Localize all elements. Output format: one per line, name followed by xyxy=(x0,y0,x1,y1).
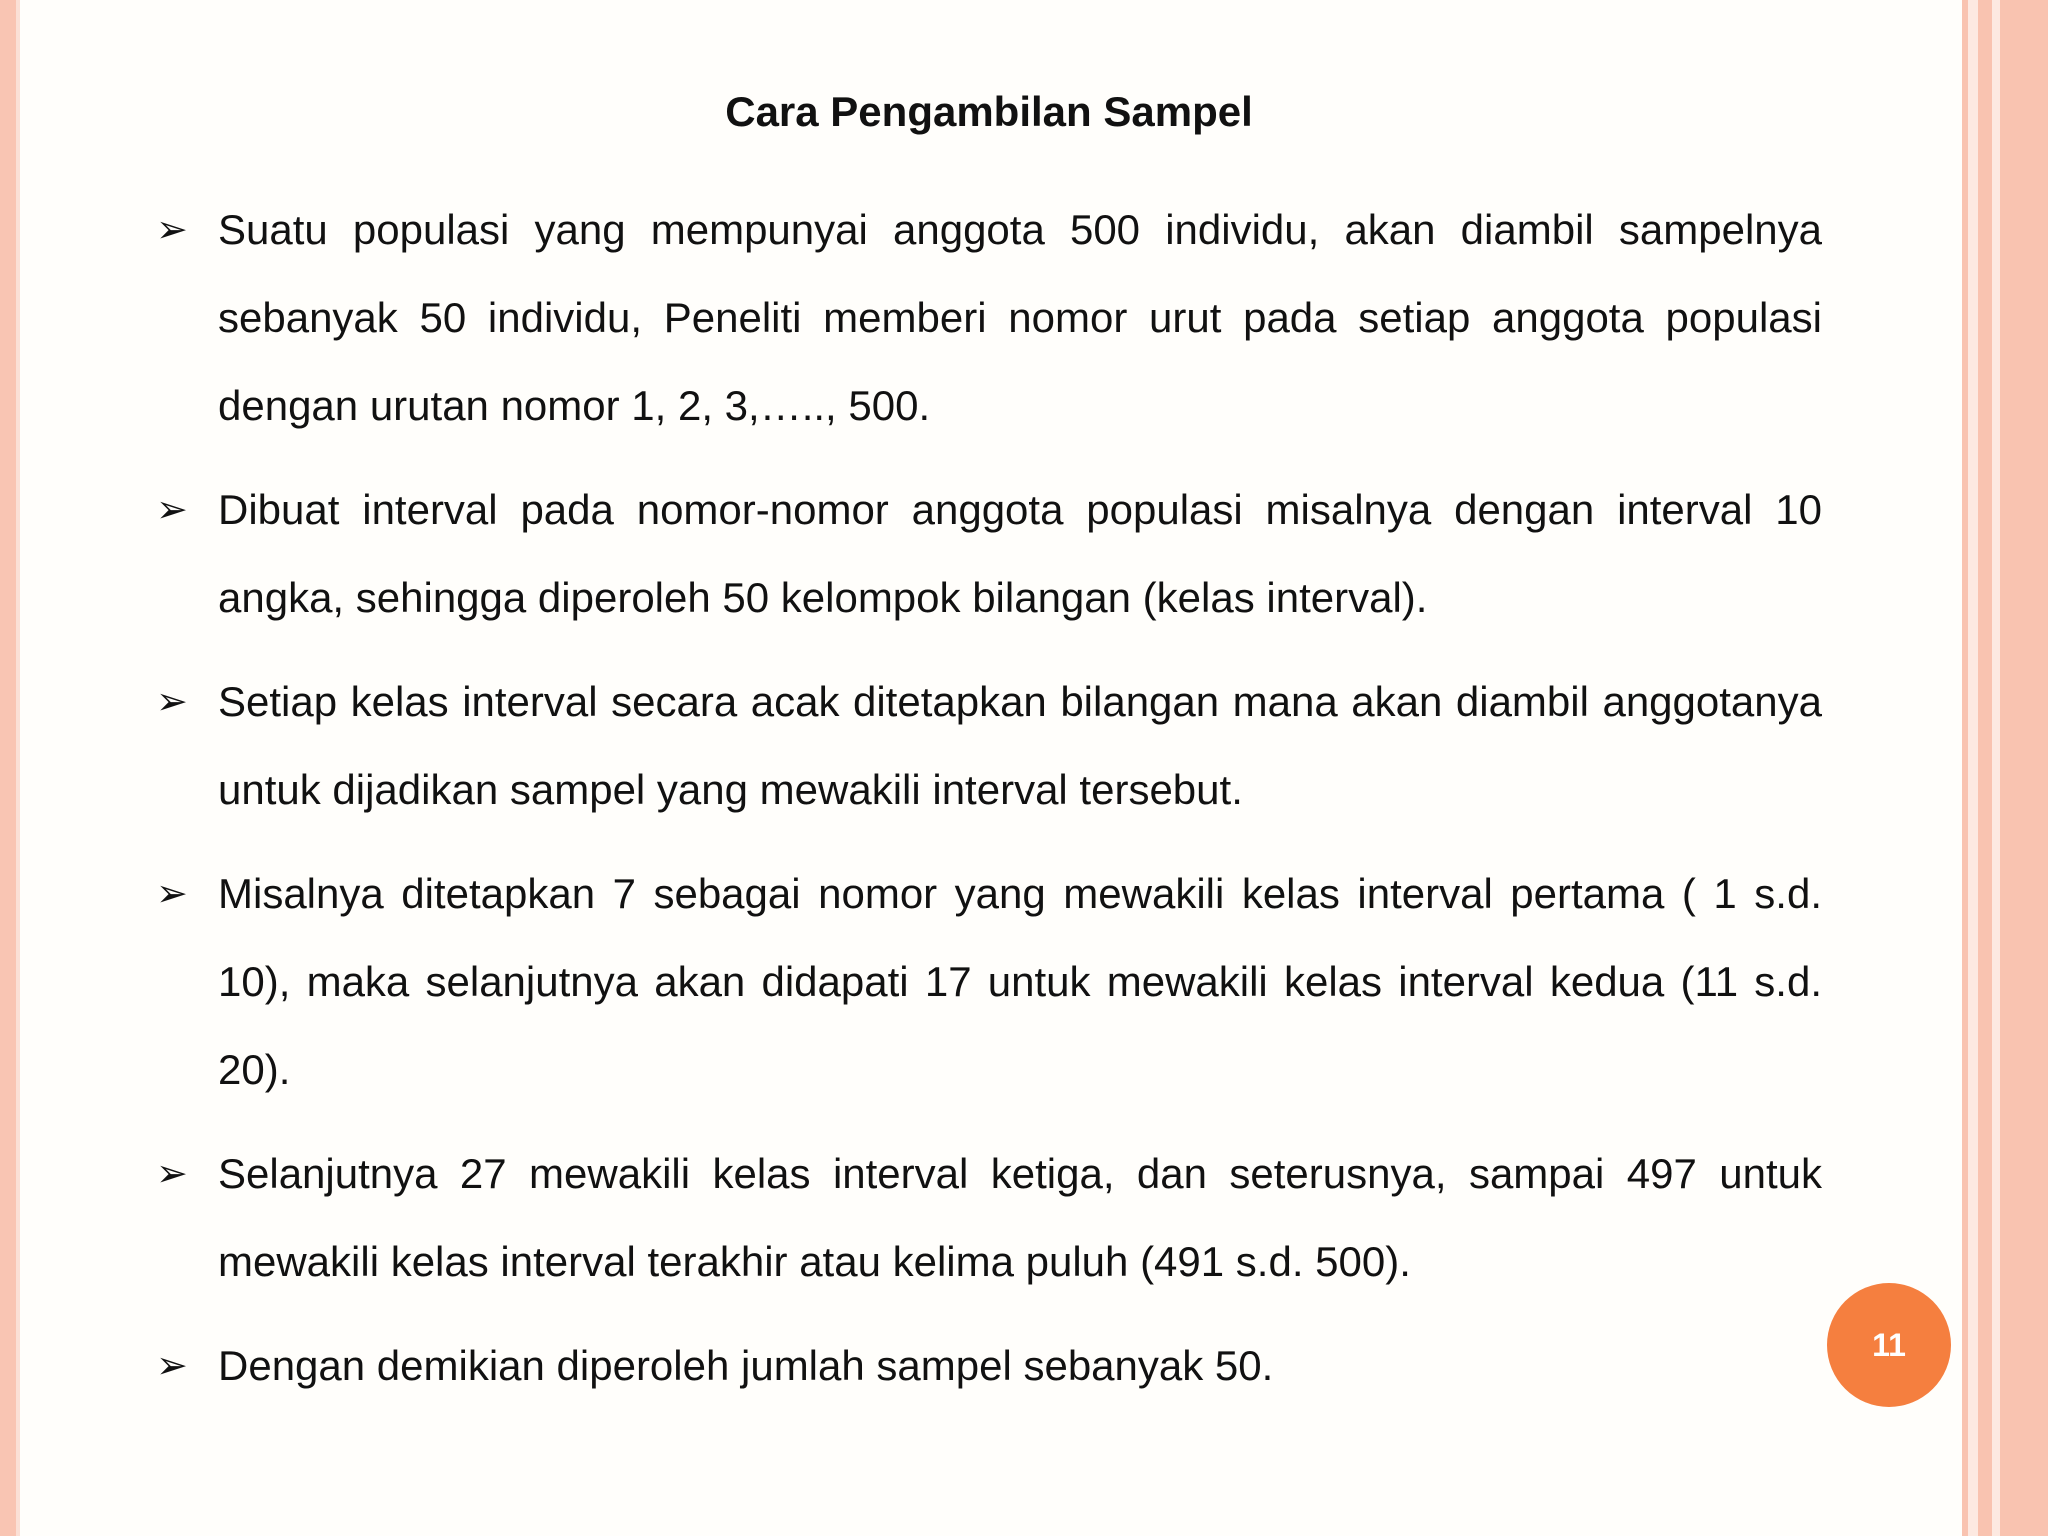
arrow-bullet-icon: ➢ xyxy=(156,873,188,915)
right-border-stripe-3 xyxy=(2000,0,2048,1536)
right-border-gap-2 xyxy=(1992,0,2000,1536)
bullet-item xyxy=(156,850,1822,1114)
slide-title: Cara Pengambilan Sampel xyxy=(725,88,1253,135)
bullet-text: Suatu populasi yang mempunyai anggota 500 individu, akan diambil sampelnya sebanyak 50 individu, Peneliti memberi nomor urut pada setiap anggota populasi dengan urutan nomor 1, 2, 3,….., 500. xyxy=(218,206,1822,429)
arrow-bullet-icon: ➢ xyxy=(156,681,188,723)
right-border-gap-1 xyxy=(1968,0,1978,1536)
bullet-item xyxy=(156,1130,1822,1306)
arrow-bullet-icon: ➢ xyxy=(156,489,188,531)
bullet-item xyxy=(156,1322,1822,1410)
bullet-text: Dibuat interval pada nomor-nomor anggota populasi misalnya dengan interval 10 angka, sehingga diperoleh 50 kelompok bilangan (kelas interval). xyxy=(218,486,1822,621)
bullet-item xyxy=(156,658,1822,834)
arrow-bullet-icon: ➢ xyxy=(156,209,188,251)
left-border-stripe xyxy=(0,0,16,1536)
arrow-bullet-icon: ➢ xyxy=(156,1153,188,1195)
bullet-item xyxy=(156,186,1822,450)
arrow-bullet-icon: ➢ xyxy=(156,1345,188,1387)
bullet-item xyxy=(156,466,1822,642)
page-number-badge: 11 xyxy=(1827,1283,1951,1407)
bullet-list xyxy=(156,186,1822,1426)
bullet-text: Setiap kelas interval secara acak ditetapkan bilangan mana akan diambil anggotanya untuk dijadikan sampel yang mewakili interval tersebut. xyxy=(218,678,1822,813)
bullet-text: Selanjutnya 27 mewakili kelas interval ketiga, dan seterusnya, sampai 497 untuk mewakili kelas interval terakhir atau kelima puluh (491 s.d. 500). xyxy=(218,1150,1822,1285)
left-border-line xyxy=(16,0,20,1536)
bullet-text: Dengan demikian diperoleh jumlah sampel sebanyak 50. xyxy=(218,1342,1274,1389)
right-border-stripe-2 xyxy=(1978,0,1992,1536)
bullet-text: Misalnya ditetapkan 7 sebagai nomor yang mewakili kelas interval pertama ( 1 s.d. 10), maka selanjutnya akan didapati 17 untuk mewakili kelas interval kedua (11 s.d. 20). xyxy=(218,870,1822,1093)
